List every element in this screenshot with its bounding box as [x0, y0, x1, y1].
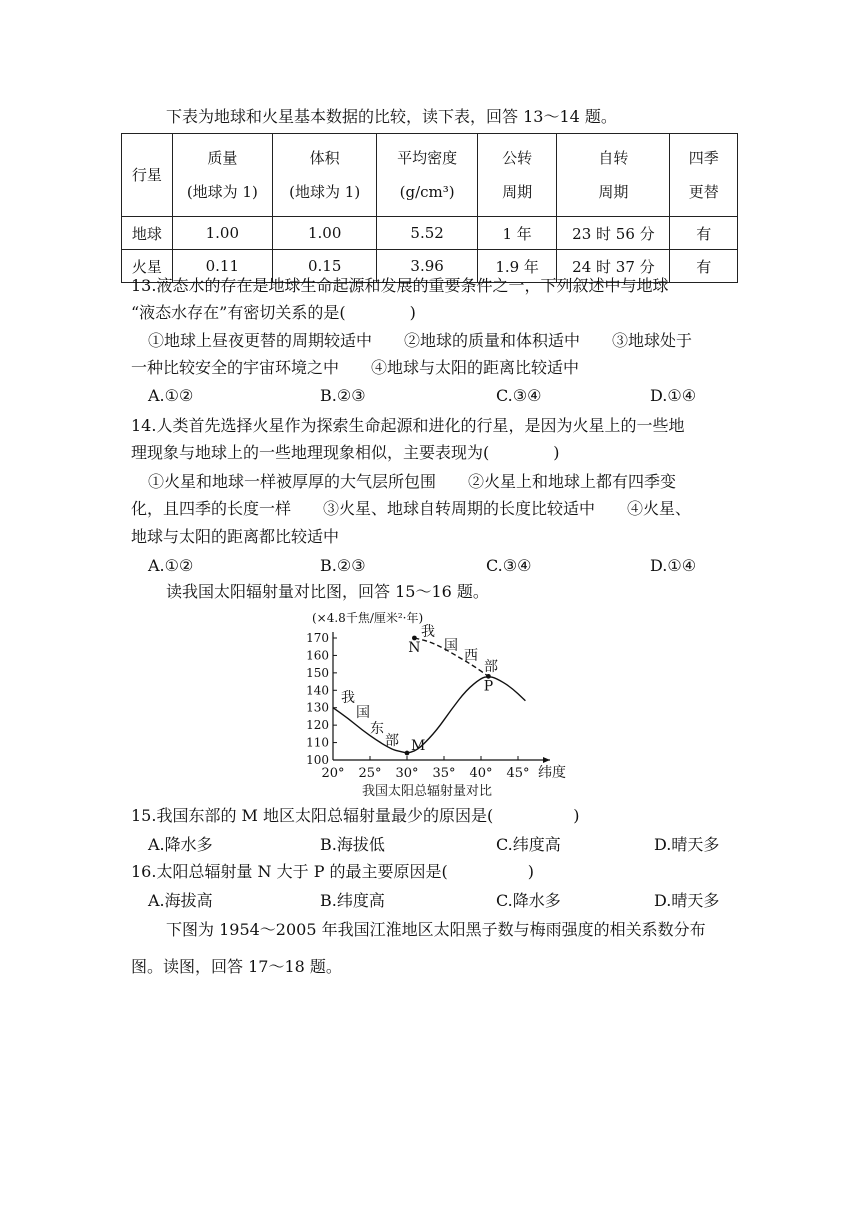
q15-option-b: B.海拔低: [320, 835, 385, 854]
q16-option-b: B.纬度高: [320, 891, 385, 910]
intro-next: 下图为 1954～2005 年我国江淮地区太阳黑子数与梅雨强度的相关系数分布: [166, 920, 706, 939]
q14-option-a: A.①②: [148, 556, 194, 575]
q16-option-c: C.降水多: [496, 891, 561, 910]
x-tick-label: 35°: [432, 766, 456, 781]
y-tick-label: 160: [306, 648, 329, 663]
series-label-char: 我: [341, 690, 355, 706]
point-label: M: [411, 738, 426, 755]
table-cell: 24 时 37 分: [557, 250, 670, 283]
header-cell: 体积 (地球为 1): [273, 134, 377, 217]
series-label-char: 西: [464, 648, 478, 664]
q14-option-d: D.①④: [650, 556, 697, 575]
chart-title: 我国太阳总辐射量对比: [362, 784, 493, 799]
q15-option-d: D.晴天多: [654, 835, 720, 854]
q14-option-c: C.③④: [486, 556, 532, 575]
point-label: N: [408, 640, 421, 656]
q16-option-a: A.海拔高: [148, 891, 213, 910]
point-marker: [405, 751, 410, 756]
chart-unit-label: (×4.8千焦/厘米²·年): [312, 611, 424, 625]
table-cell: 5.52: [377, 217, 478, 250]
y-tick-labels: [306, 631, 337, 767]
table-cell: 有: [670, 250, 738, 283]
q13-option-a: A.①②: [148, 386, 194, 405]
table-cell: 1 年: [477, 217, 556, 250]
x-tick-label: 20°: [321, 766, 345, 781]
q13-statements: ①地球上昼夜更替的周期较适中 ②地球的质量和体积适中 ③地球处于: [148, 331, 693, 350]
y-tick-label: 150: [306, 665, 329, 680]
q14-statements: ①火星和地球一样被厚厚的大气层所包围 ②火星上和地球上都有四季变: [148, 472, 677, 491]
intro-table: 下表为地球和火星基本数据的比较，读下表，回答 13～14 题。: [166, 107, 617, 126]
series-label-char: 我: [421, 624, 435, 640]
series-label-char: 国: [444, 638, 458, 654]
x-tick-label: 45°: [506, 766, 530, 781]
table-cell: 火星: [122, 250, 173, 283]
series-label-char: 东: [370, 721, 384, 737]
y-tick-label: 130: [306, 700, 329, 715]
x-tick-label: 30°: [395, 766, 419, 781]
chart-series: [333, 638, 525, 753]
intro-chart: 读我国太阳辐射量对比图，回答 15～16 题。: [166, 582, 489, 601]
q16-option-d: D.晴天多: [654, 891, 720, 910]
chart-axes: [333, 632, 550, 763]
table-cell: 1.00: [172, 217, 272, 250]
q13-option-b: B.②③: [320, 386, 366, 405]
x-tick-label: 25°: [358, 766, 382, 781]
planet-comparison-table: [121, 133, 738, 283]
series-label-char: 国: [356, 705, 370, 721]
y-tick-label: 140: [306, 683, 329, 698]
table-cell: 0.15: [273, 250, 377, 283]
q14-stem: 14.人类首先选择火星作为探索生命起源和进化的行星，是因为火星上的一些地: [131, 416, 685, 435]
table-row: [122, 217, 738, 250]
header-cell: 四季 更替: [670, 134, 738, 217]
q14-statements: 地球与太阳的距离都比较适中: [131, 527, 340, 546]
y-tick-label: 170: [306, 631, 329, 645]
q14-statements: 化，且四季的长度一样 ③火星、地球自转周期的长度比较适中 ④火星、: [131, 499, 692, 518]
q13-option-c: C.③④: [496, 386, 542, 405]
table-cell: 0.11: [172, 250, 272, 283]
q15-option-a: A.降水多: [148, 835, 213, 854]
q15-option-c: C.纬度高: [496, 835, 561, 854]
q16-stem: 16.太阳总辐射量 N 大于 P 的最主要原因是( ): [131, 862, 535, 881]
q13-stem: “液态水存在”有密切关系的是( ): [131, 303, 416, 322]
header-cell: 行星: [122, 134, 173, 217]
table-cell: 1.9 年: [477, 250, 556, 283]
table-header-row: [122, 134, 738, 217]
q13-option-d: D.①④: [650, 386, 697, 405]
y-tick-label: 100: [306, 753, 329, 767]
table-cell: 地球: [122, 217, 173, 250]
y-tick-label: 120: [306, 718, 329, 733]
header-cell: 质量 (地球为 1): [172, 134, 272, 217]
x-axis-label: 纬度: [538, 765, 566, 781]
header-cell: 自转 周期: [557, 134, 670, 217]
table-cell: 有: [670, 217, 738, 250]
q14-stem: 理现象与地球上的一些地理现象相似，主要表现为( ): [131, 443, 560, 462]
header-cell: 平均密度 (g/cm³): [377, 134, 478, 217]
intro-next: 图。读图，回答 17～18 题。: [131, 957, 342, 976]
q13-stem: 13.液态水的存在是地球生命起源和发展的重要条件之一，下列叙述中与地球: [131, 276, 669, 295]
q15-stem: 15.我国东部的 M 地区太阳总辐射量最少的原因是( ): [131, 806, 580, 825]
table-cell: 23 时 56 分: [557, 217, 670, 250]
table-cell: 3.96: [377, 250, 478, 283]
x-tick-label: 40°: [469, 766, 493, 781]
q13-statements: 一种比较安全的宇宙环境之中 ④地球与太阳的距离比较适中: [131, 358, 580, 377]
point-label: P: [483, 678, 494, 695]
table-cell: 1.00: [273, 217, 377, 250]
x-axis-arrow: [543, 757, 550, 763]
header-cell: 公转 周期: [477, 134, 556, 217]
y-tick-label: 110: [306, 735, 329, 750]
series-label-char: 部: [484, 659, 498, 675]
q14-option-b: B.②③: [320, 556, 366, 575]
series-label-char: 部: [385, 733, 399, 749]
solar-radiation-chart: [290, 608, 590, 800]
